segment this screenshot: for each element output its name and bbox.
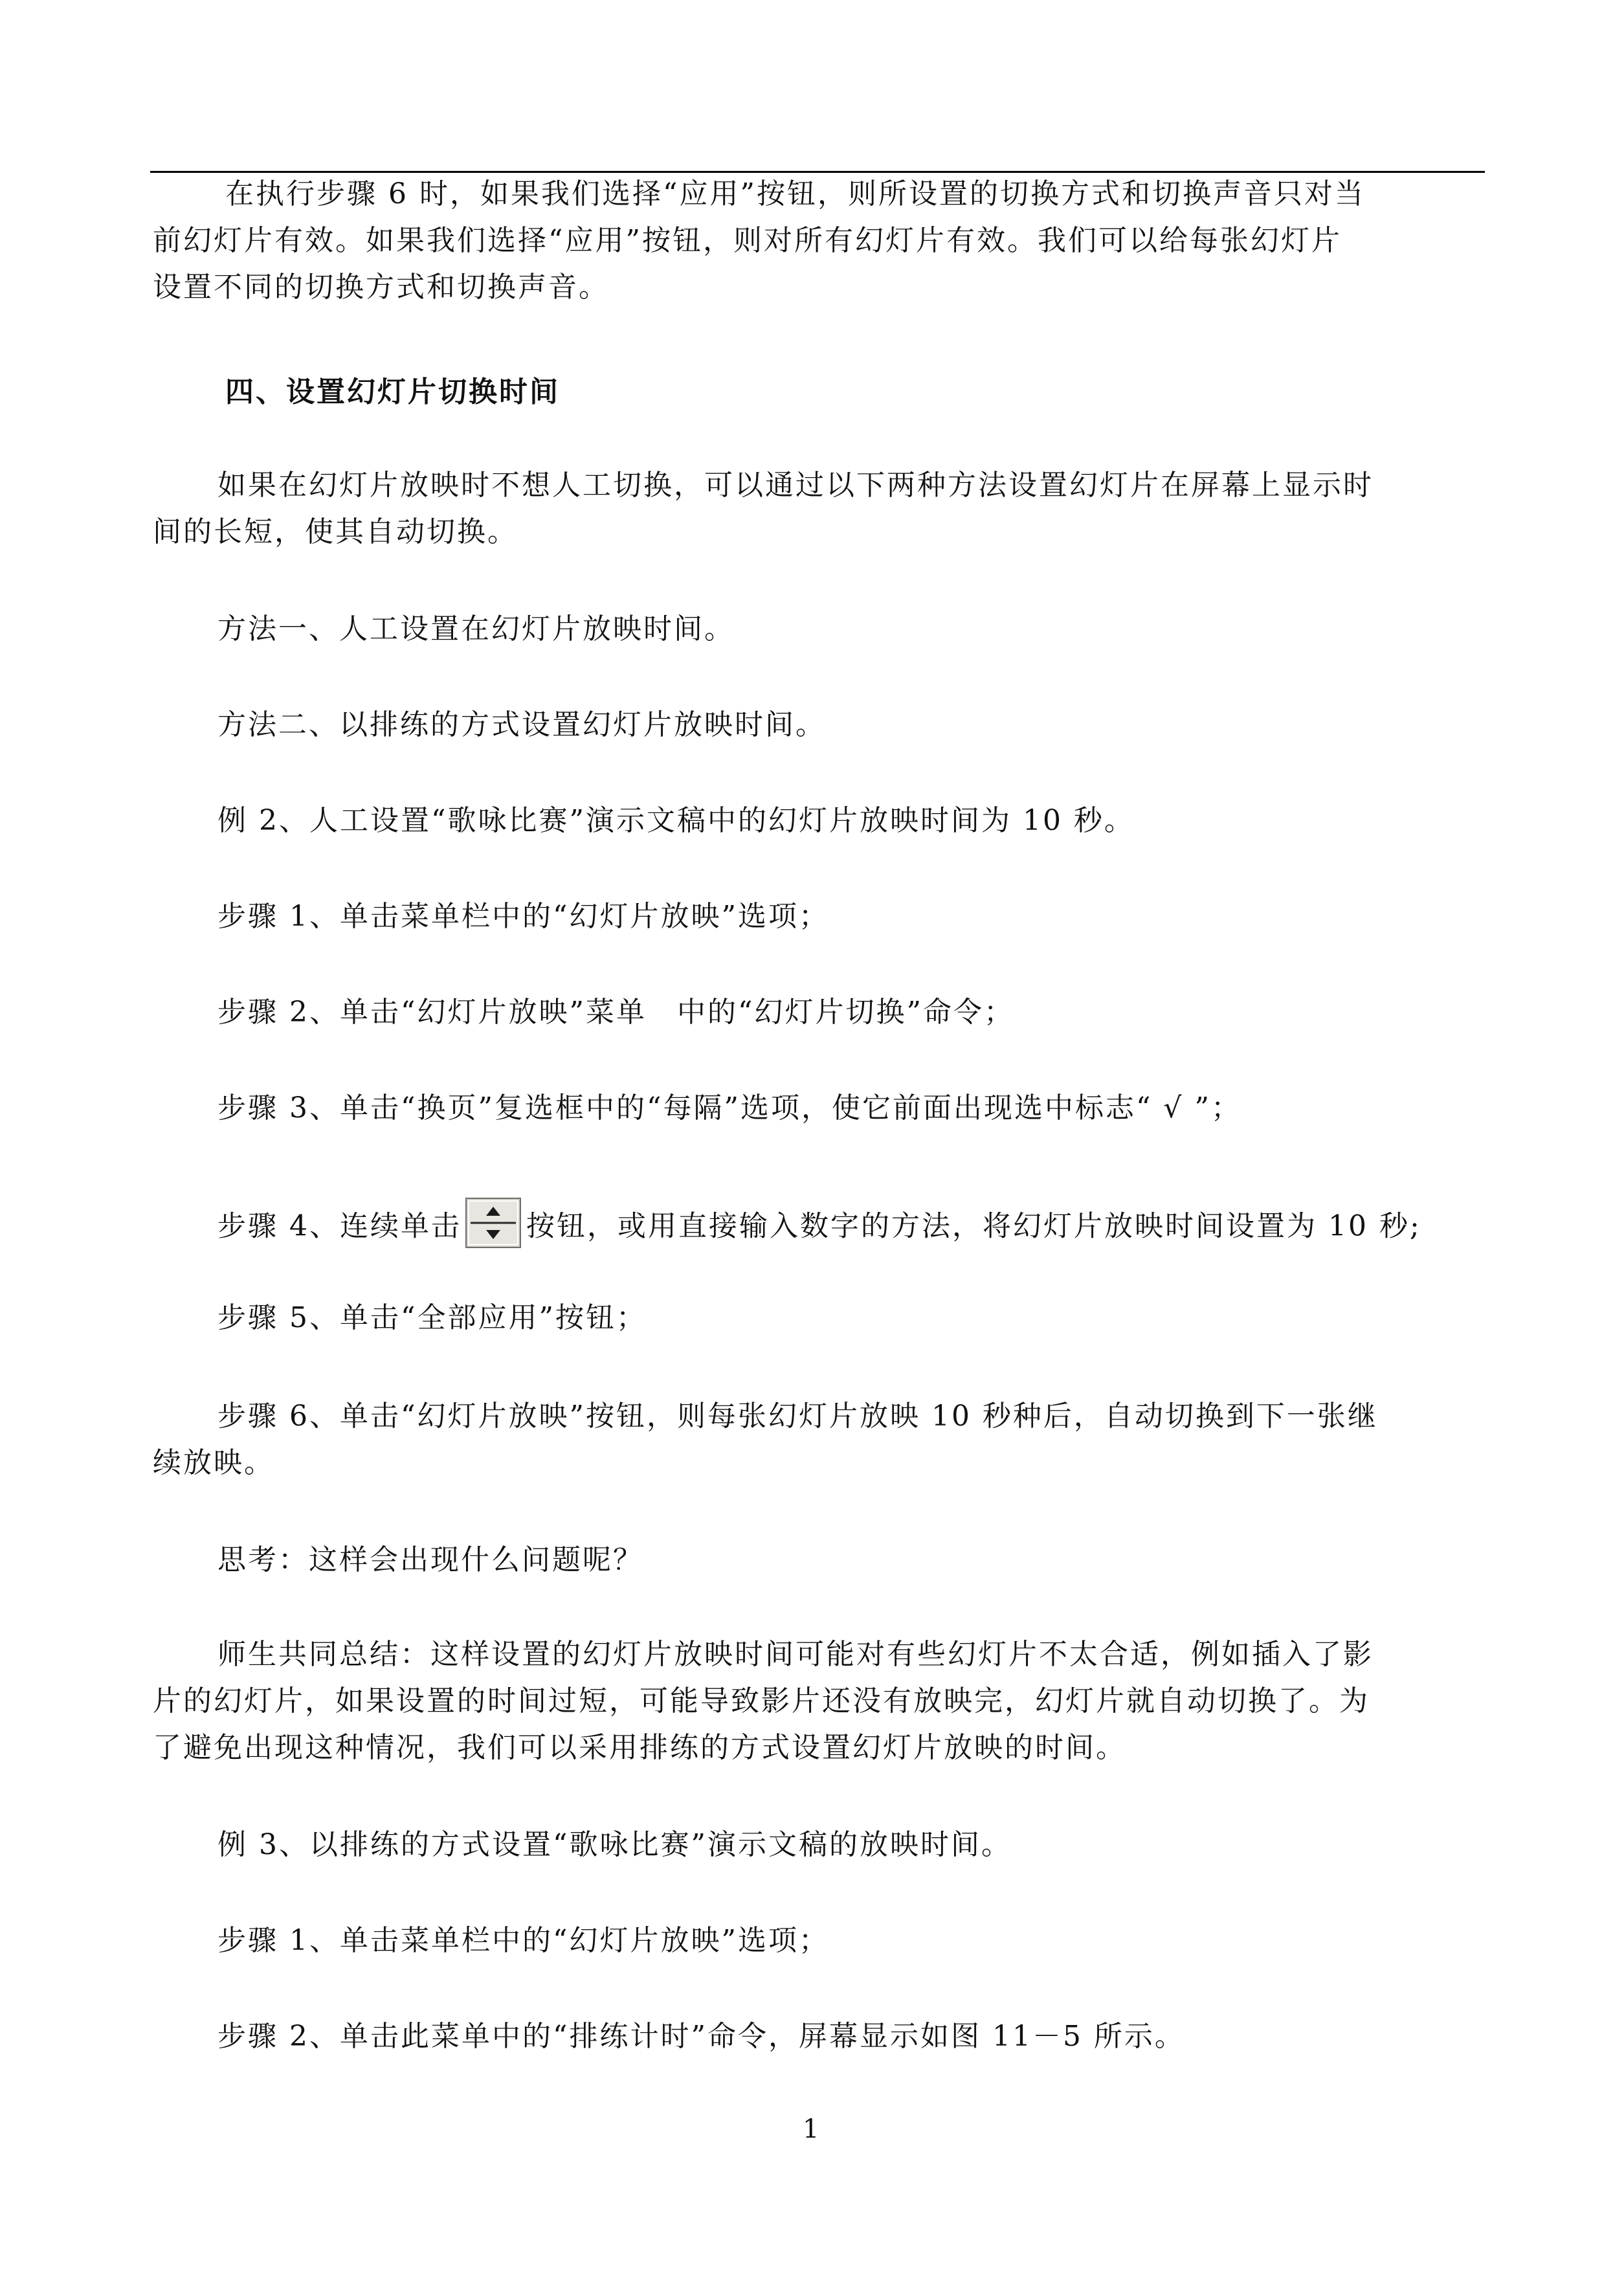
example-2-step-4 xyxy=(217,1203,1557,1253)
method-one: 方法一、人工设置在幻灯片放映时间。 xyxy=(217,612,735,645)
example-2-step-3: 步骤 3、单击“换页”复选框中的“每隔”选项，使它前面出现选中标志“ √ ”； xyxy=(217,1091,1241,1124)
example-2-title: 例 2、人工设置“歌咏比赛”演示文稿中的幻灯片放映时间为 10 秒。 xyxy=(217,804,1135,837)
example-3-step-2: 步骤 2、单击此菜单中的“排练计时”命令，屏幕显示如图 11－5 所示。 xyxy=(217,2020,1185,2053)
summary-line-1: 师生共同总结：这样设置的幻灯片放映时间可能对有些幻灯片不太合适，例如插入了影 xyxy=(217,1638,1374,1671)
summary-line-2: 片的幻灯片，如果设置的时间过短，可能导致影片还没有放映完，幻灯片就自动切换了。为 xyxy=(153,1684,1370,1717)
summary-line-3: 了避免出现这种情况，我们可以采用排练的方式设置幻灯片放映的时间。 xyxy=(153,1731,1126,1764)
paragraph-apply-line-3: 设置不同的切换方式和切换声音。 xyxy=(153,271,609,304)
example-2-step-1: 步骤 1、单击菜单栏中的“幻灯片放映”选项； xyxy=(217,900,829,933)
example-3-title: 例 3、以排练的方式设置“歌咏比赛”演示文稿的放映时间。 xyxy=(217,1828,1012,1861)
example-2-step-5: 步骤 5、单击“全部应用”按钮； xyxy=(217,1301,647,1334)
step-4-text-after: 按钮，或用直接输入数字的方法，将幻灯片放映时间设置为 10 秒; xyxy=(526,1209,1421,1243)
example-2-step-6-line-2: 续放映。 xyxy=(153,1446,274,1479)
page-number: 1 xyxy=(803,2114,819,2144)
header-rule xyxy=(150,171,1485,173)
section-heading: 四、设置幻灯片切换时间 xyxy=(225,375,560,408)
method-two: 方法二、以排练的方式设置幻灯片放映时间。 xyxy=(217,708,826,741)
paragraph-apply-line-2: 前幻灯片有效。如果我们选择“应用”按钮，则对所有幻灯片有效。我们可以给每张幻灯片 xyxy=(153,224,1342,257)
paragraph-apply-line-1: 在执行步骤 6 时，如果我们选择“应用”按钮，则所设置的切换方式和切换声音只对当 xyxy=(225,177,1365,210)
step-4-text-before: 步骤 4、连续单击 xyxy=(217,1209,462,1243)
example-2-step-6-line-1: 步骤 6、单击“幻灯片放映”按钮，则每张幻灯片放映 10 秒种后，自动切换到下一张继 xyxy=(217,1400,1378,1433)
think-question: 思考：这样会出现什么问题呢？ xyxy=(217,1543,643,1576)
paragraph-intro-line-1: 如果在幻灯片放映时不想人工切换，可以通过以下两种方法设置幻灯片在屏幕上显示时 xyxy=(217,469,1374,502)
paragraph-intro-line-2: 间的长短，使其自动切换。 xyxy=(153,515,518,548)
example-2-step-2: 步骤 2、单击“幻灯片放映”菜单 中的“幻灯片切换”命令； xyxy=(217,996,1014,1029)
spinner-button-icon xyxy=(465,1198,521,1248)
example-3-step-1: 步骤 1、单击菜单栏中的“幻灯片放映”选项； xyxy=(217,1924,829,1957)
